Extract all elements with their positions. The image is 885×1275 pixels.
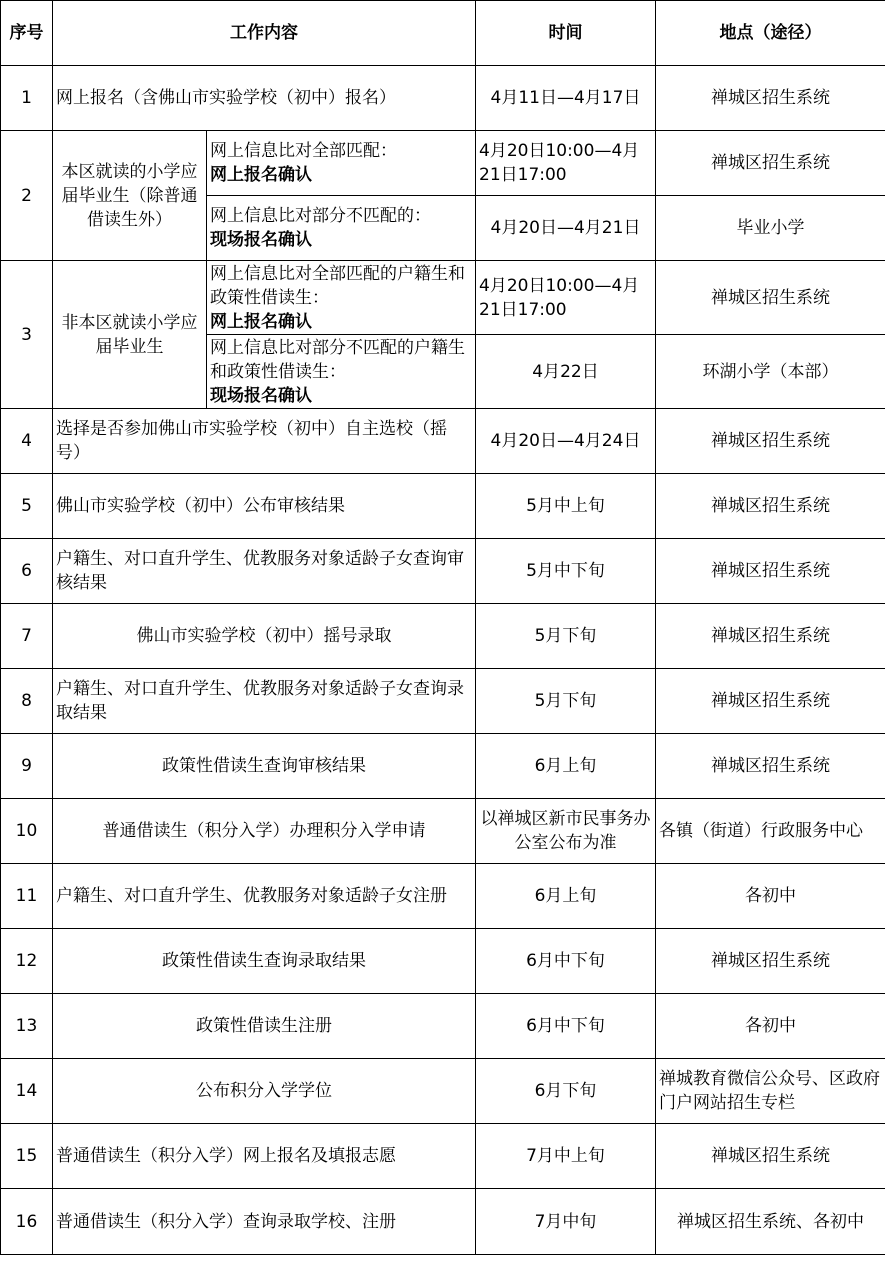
place-cell: 各初中 xyxy=(656,864,885,929)
place-cell: 禅城区招生系统 xyxy=(656,1124,885,1189)
header-row xyxy=(1,1,885,66)
place-cell: 毕业小学 xyxy=(656,196,885,261)
table-row xyxy=(1,409,885,474)
time-cell: 4月20日10:00—4月21日17:00 xyxy=(476,261,656,335)
table-row xyxy=(1,1059,885,1124)
time-cell: 6月下旬 xyxy=(476,1059,656,1124)
row-number: 9 xyxy=(1,734,53,799)
work-content: 普通借读生（积分入学）查询录取学校、注册 xyxy=(53,1189,476,1255)
table-row xyxy=(1,799,885,864)
place-cell: 禅城区招生系统 xyxy=(656,409,885,474)
row-number: 14 xyxy=(1,1059,53,1124)
place-cell: 禅城区招生系统 xyxy=(656,66,885,131)
table-row xyxy=(1,1124,885,1189)
time-cell: 5月中上旬 xyxy=(476,474,656,539)
row-number: 5 xyxy=(1,474,53,539)
table-row xyxy=(1,604,885,669)
sub-content-text: 网上信息比对全部匹配： xyxy=(210,141,397,161)
place-cell: 禅城区招生系统 xyxy=(656,604,885,669)
row-number: 1 xyxy=(1,66,53,131)
row-number: 4 xyxy=(1,409,53,474)
table-row xyxy=(1,261,885,335)
header-no: 序号 xyxy=(1,1,53,66)
header-time: 时间 xyxy=(476,1,656,66)
time-cell: 4月22日 xyxy=(476,335,656,409)
time-cell: 7月中上旬 xyxy=(476,1124,656,1189)
work-content: 佛山市实验学校（初中）摇号录取 xyxy=(53,604,476,669)
row-number: 11 xyxy=(1,864,53,929)
sub-content xyxy=(207,131,476,196)
place-cell: 禅城教育微信公众号、区政府门户网站招生专栏 xyxy=(656,1059,885,1124)
work-content: 户籍生、对口直升学生、优教服务对象适龄子女查询审核结果 xyxy=(53,539,476,604)
row-number: 13 xyxy=(1,994,53,1059)
row-number: 3 xyxy=(1,261,53,409)
row-number: 8 xyxy=(1,669,53,734)
row-number: 16 xyxy=(1,1189,53,1255)
header-content: 工作内容 xyxy=(53,1,476,66)
work-content: 选择是否参加佛山市实验学校（初中）自主选校（摇号） xyxy=(53,409,476,474)
place-cell: 各镇（街道）行政服务中心 xyxy=(656,799,885,864)
sub-content-bold: 网上报名确认 xyxy=(210,311,312,332)
time-cell: 5月中下旬 xyxy=(476,539,656,604)
row-number: 6 xyxy=(1,539,53,604)
place-cell: 禅城区招生系统 xyxy=(656,669,885,734)
place-cell: 环湖小学（本部） xyxy=(656,335,885,409)
time-cell: 4月20日10:00—4月21日17:00 xyxy=(476,131,656,196)
table-row xyxy=(1,1189,885,1255)
time-cell: 5月下旬 xyxy=(476,604,656,669)
sub-content xyxy=(207,335,476,409)
group-label: 非本区就读小学应届毕业生 xyxy=(53,261,207,409)
time-cell: 6月上旬 xyxy=(476,864,656,929)
place-cell: 禅城区招生系统 xyxy=(656,929,885,994)
table-row xyxy=(1,669,885,734)
sub-content-bold: 网上报名确认 xyxy=(210,165,312,185)
time-cell: 4月20日—4月21日 xyxy=(476,196,656,261)
sub-content-text: 网上信息比对部分不匹配的： xyxy=(210,206,431,226)
table-row xyxy=(1,864,885,929)
work-content: 普通借读生（积分入学）网上报名及填报志愿 xyxy=(53,1124,476,1189)
work-content: 政策性借读生查询录取结果 xyxy=(53,929,476,994)
place-cell: 禅城区招生系统 xyxy=(656,131,885,196)
row-number: 2 xyxy=(1,131,53,261)
table-row xyxy=(1,474,885,539)
work-content: 政策性借读生注册 xyxy=(53,994,476,1059)
header-place: 地点（途径） xyxy=(656,1,885,66)
work-content: 网上报名（含佛山市实验学校（初中）报名） xyxy=(53,66,476,131)
row-number: 10 xyxy=(1,799,53,864)
time-cell: 6月上旬 xyxy=(476,734,656,799)
work-content: 户籍生、对口直升学生、优教服务对象适龄子女查询录取结果 xyxy=(53,669,476,734)
time-cell: 5月下旬 xyxy=(476,669,656,734)
row-number: 7 xyxy=(1,604,53,669)
place-cell: 禅城区招生系统、各初中 xyxy=(656,1189,885,1255)
table-row xyxy=(1,131,885,196)
row-number: 15 xyxy=(1,1124,53,1189)
work-content: 户籍生、对口直升学生、优教服务对象适龄子女注册 xyxy=(53,864,476,929)
sub-content-text: 网上信息比对全部匹配的户籍生和政策性借读生： xyxy=(210,263,465,308)
place-cell: 禅城区招生系统 xyxy=(656,474,885,539)
time-cell: 4月20日—4月24日 xyxy=(476,409,656,474)
sub-content-bold: 现场报名确认 xyxy=(210,385,312,406)
place-cell: 禅城区招生系统 xyxy=(656,261,885,335)
sub-content-bold: 现场报名确认 xyxy=(210,230,312,250)
table-row xyxy=(1,66,885,131)
place-cell: 禅城区招生系统 xyxy=(656,734,885,799)
time-cell: 6月中下旬 xyxy=(476,994,656,1059)
sub-content xyxy=(207,261,476,335)
table-row xyxy=(1,734,885,799)
time-cell: 4月11日—4月17日 xyxy=(476,66,656,131)
work-content: 佛山市实验学校（初中）公布审核结果 xyxy=(53,474,476,539)
sub-content xyxy=(207,196,476,261)
place-cell: 禅城区招生系统 xyxy=(656,539,885,604)
table-row xyxy=(1,994,885,1059)
work-content: 政策性借读生查询审核结果 xyxy=(53,734,476,799)
table-row xyxy=(1,539,885,604)
work-content: 公布积分入学学位 xyxy=(53,1059,476,1124)
group-label: 本区就读的小学应届毕业生（除普通借读生外） xyxy=(53,131,207,261)
work-content: 普通借读生（积分入学）办理积分入学申请 xyxy=(53,799,476,864)
time-cell: 7月中旬 xyxy=(476,1189,656,1255)
time-cell: 6月中下旬 xyxy=(476,929,656,994)
sub-content-text: 网上信息比对部分不匹配的户籍生和政策性借读生： xyxy=(210,337,465,382)
time-cell: 以禅城区新市民事务办公室公布为准 xyxy=(476,799,656,864)
row-number: 12 xyxy=(1,929,53,994)
table-row xyxy=(1,929,885,994)
place-cell: 各初中 xyxy=(656,994,885,1059)
